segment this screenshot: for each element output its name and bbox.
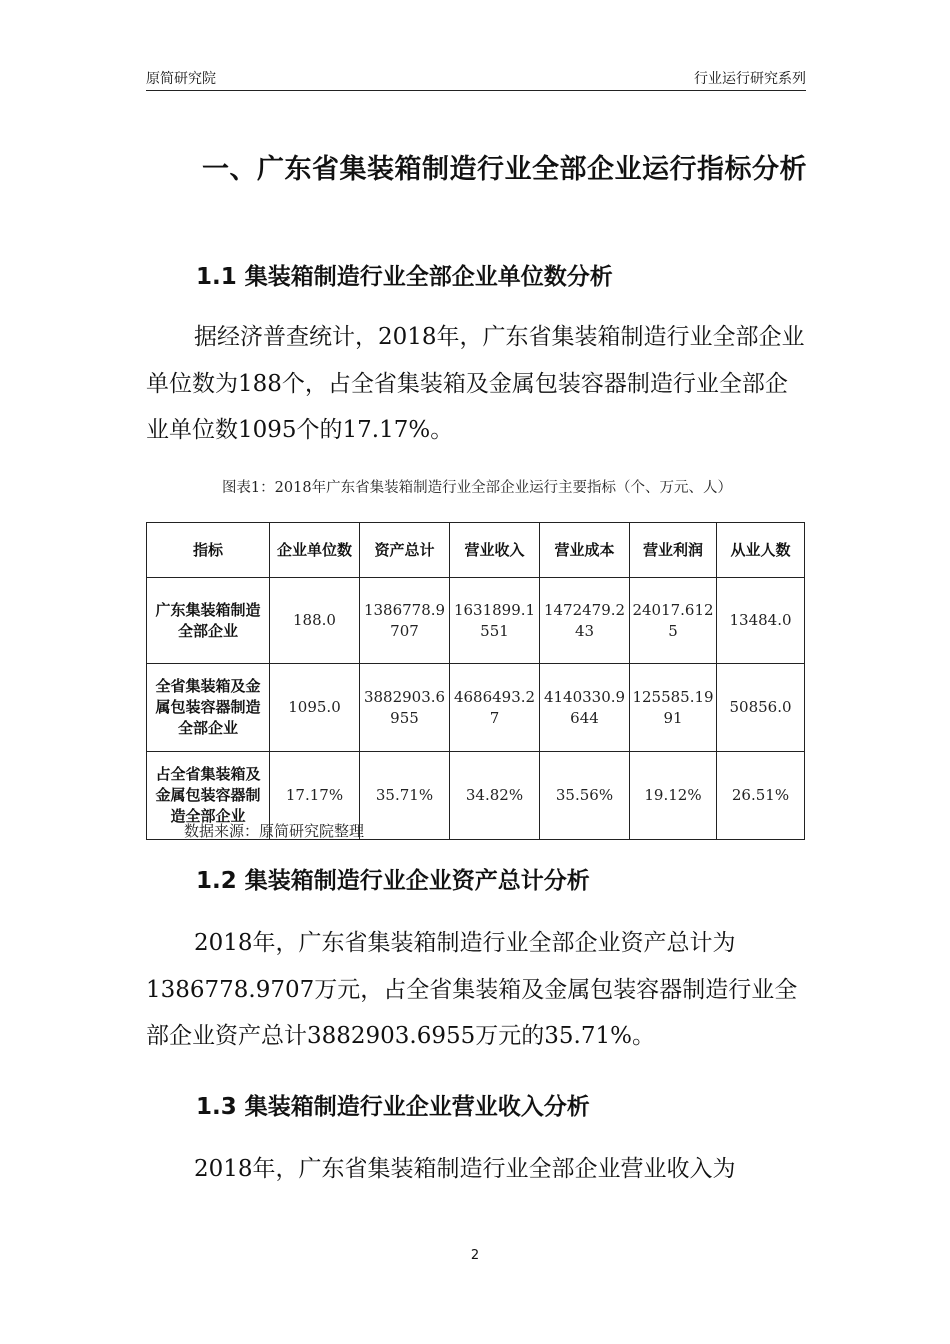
table-header-cell: 企业单位数 bbox=[270, 523, 360, 578]
table-cell: 1472479.243 bbox=[540, 578, 630, 664]
row-label: 广东集装箱制造全部企业 bbox=[147, 578, 270, 664]
table-cell: 34.82% bbox=[450, 752, 540, 840]
row-label: 全省集装箱及金属包装容器制造全部企业 bbox=[147, 664, 270, 752]
indicator-table bbox=[146, 522, 805, 840]
table-cell: 1095.0 bbox=[270, 664, 360, 752]
table-cell: 4686493.27 bbox=[450, 664, 540, 752]
table-cell: 24017.6125 bbox=[630, 578, 717, 664]
table-cell: 17.17% bbox=[270, 752, 360, 840]
table-header-row bbox=[147, 523, 805, 578]
heading-1-3: 1.3 集装箱制造行业企业营业收入分析 bbox=[196, 1094, 590, 1120]
table-cell: 4140330.9644 bbox=[540, 664, 630, 752]
table-header-cell: 营业成本 bbox=[540, 523, 630, 578]
row-label: 占全省集装箱及金属包装容器制造全部企业 bbox=[147, 752, 270, 840]
section-title: 一、广东省集装箱制造行业全部企业运行指标分析 bbox=[202, 154, 807, 185]
table-header-cell: 资产总计 bbox=[360, 523, 450, 578]
paragraph-1-3: 2018年，广东省集装箱制造行业全部企业营业收入为 bbox=[194, 1156, 736, 1182]
header-series-name: 行业运行研究系列 bbox=[694, 71, 806, 87]
table-cell: 13484.0 bbox=[717, 578, 805, 664]
paragraph-1-2: 2018年，广东省集装箱制造行业全部企业资产总计为1386778.9707万元，占全省集装箱及金属包装容器制造行业全部企业资产总计3882903.6955万元的35.71%。 bbox=[146, 930, 798, 1049]
table-cell: 1631899.1551 bbox=[450, 578, 540, 664]
page-header bbox=[146, 68, 806, 91]
table-header-cell: 指标 bbox=[147, 523, 270, 578]
table-header-cell: 营业收入 bbox=[450, 523, 540, 578]
table-cell: 1386778.9707 bbox=[360, 578, 450, 664]
heading-1-2: 1.2 集装箱制造行业企业资产总计分析 bbox=[196, 868, 590, 894]
table-cell: 19.12% bbox=[630, 752, 717, 840]
page-number: 2 bbox=[470, 1248, 480, 1263]
table-cell: 35.56% bbox=[540, 752, 630, 840]
header-org-name: 原简研究院 bbox=[146, 71, 216, 87]
table-cell: 50856.0 bbox=[717, 664, 805, 752]
table-cell: 3882903.6955 bbox=[360, 664, 450, 752]
table-cell: 125585.1991 bbox=[630, 664, 717, 752]
table-header-cell: 从业人数 bbox=[717, 523, 805, 578]
table-cell: 26.51% bbox=[717, 752, 805, 840]
table-row bbox=[147, 578, 805, 664]
table-cell: 188.0 bbox=[270, 578, 360, 664]
table-caption: 图表1：2018年广东省集装箱制造行业全部企业运行主要指标（个、万元、人） bbox=[221, 480, 733, 496]
table-row bbox=[147, 664, 805, 752]
table-cell: 35.71% bbox=[360, 752, 450, 840]
paragraph-1-1: 据经济普查统计，2018年，广东省集装箱制造行业全部企业单位数为188个，占全省集装箱及金属包装容器制造行业全部企业单位数1095个的17.17%。 bbox=[146, 324, 805, 443]
heading-1-1: 1.1 集装箱制造行业全部企业单位数分析 bbox=[196, 264, 613, 290]
table-header-cell: 营业利润 bbox=[630, 523, 717, 578]
table-source-note: 数据来源：原简研究院整理 bbox=[184, 822, 365, 840]
